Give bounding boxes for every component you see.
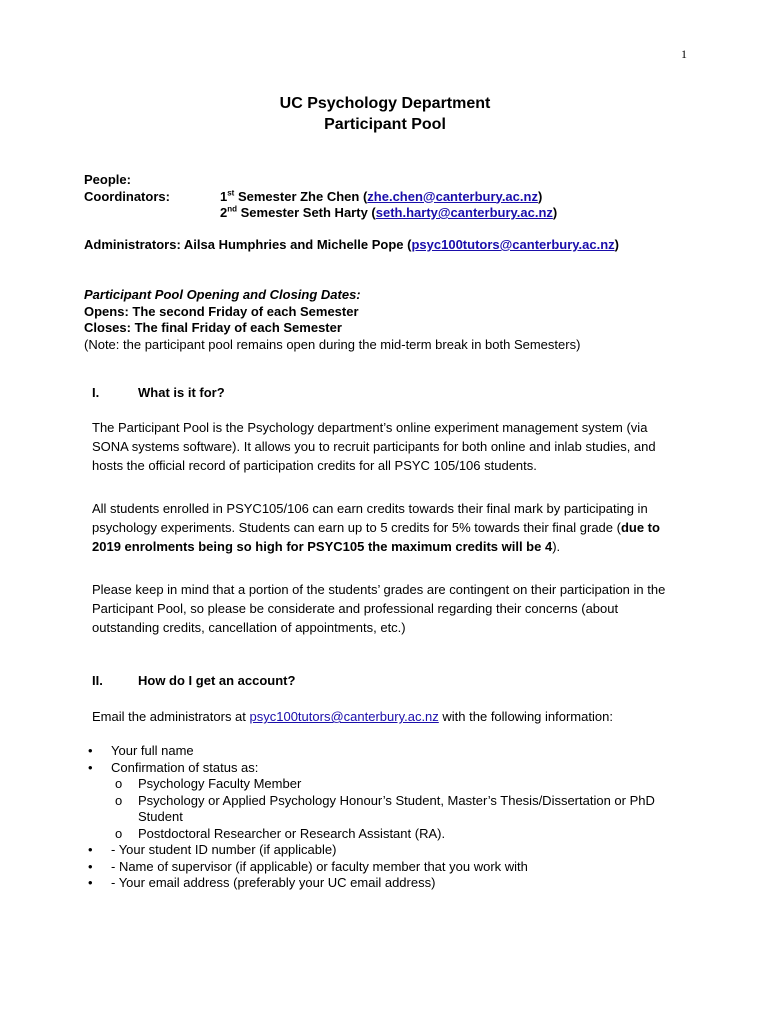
closes-line: Closes: The final Friday of each Semester — [84, 320, 342, 335]
requirements-list — [84, 743, 684, 892]
coordinator-2-row: 2nd Semester Seth Harty (seth.harty@canterbury.ac.nz) — [220, 204, 558, 220]
bullet-icon: • — [88, 858, 93, 874]
section-1-paragraph-1: The Participant Pool is the Psychology department’s online experiment management system (via SONA systems software). It allows you to recruit participants for both online and inlab studies, and hosts the official record of participation credits for all PSYC 105/106 students. — [92, 420, 656, 473]
dates-note: (Note: the participant pool remains open during the mid-term break in both Semesters) — [84, 336, 581, 352]
dates-heading: Participant Pool Opening and Closing Dates: — [84, 287, 361, 302]
list-item: • - Your email address (preferably your UC email address) — [88, 875, 436, 890]
title-line-1: UC Psychology Department — [279, 95, 491, 112]
administrators-row: Administrators: Ailsa Humphries and Michelle Pope (psyc100tutors@canterbury.ac.nz) — [84, 237, 620, 252]
sublist-item: o Psychology Faculty Member — [115, 776, 302, 791]
people-heading: People: — [84, 172, 131, 187]
status-sublist — [111, 776, 684, 842]
bullet-icon: • — [88, 759, 93, 775]
list-item: • - Your student ID number (if applicable) — [88, 842, 337, 857]
title-line-2: Participant Pool — [324, 116, 446, 133]
opens-line: Opens: The second Friday of each Semester — [84, 303, 359, 319]
list-item: • Your full name — [88, 743, 194, 758]
section-2-email-link[interactable]: psyc100tutors@canterbury.ac.nz — [249, 709, 439, 724]
section-2-intro: Email the administrators at psyc100tutors@canterbury.ac.nz with the following information: — [92, 709, 613, 724]
hollow-bullet-icon: o — [115, 825, 123, 841]
coordinator-1-email-link[interactable]: zhe.chen@canterbury.ac.nz — [367, 188, 538, 204]
coordinator-1-row: Coordinators: 1st Semester Zhe Chen (zhe.chen@canterbury.ac.nz) — [84, 188, 543, 204]
section-1-paragraph-2: All students enrolled in PSYC105/106 can earn credits towards their final mark by participating in psychology experiments. Students can earn up to 5 credits for 5% towards their final grade (due to 2019 enrolments being so high for PSYC105 the maximum credits will be 4). — [92, 501, 660, 554]
bullet-icon: • — [88, 842, 93, 857]
list-item: • Confirmation of status as: o Psychology Faculty Member o Psychology or Applied Psychology Honour’s Student, Master’s Thesis/Dissertation or PhD Student o Postdoctoral Researcher or Research Assistant (RA). — [84, 760, 684, 843]
document-title — [0, 93, 770, 135]
page-number: 1 — [681, 47, 687, 61]
bullet-icon: • — [88, 875, 93, 890]
people-block — [84, 172, 557, 222]
list-item: • - Name of supervisor (if applicable) or faculty member that you work with — [88, 858, 528, 874]
sublist-item: o Psychology or Applied Psychology Honour’s Student, Master’s Thesis/Dissertation or PhD Student — [115, 792, 655, 824]
sublist-item: o Postdoctoral Researcher or Research Assistant (RA). — [115, 825, 446, 841]
hollow-bullet-icon: o — [115, 776, 123, 791]
dates-block — [84, 287, 580, 353]
administrators-email-link[interactable]: psyc100tutors@canterbury.ac.nz — [411, 237, 615, 252]
section-2-heading: II. How do I get an account? — [92, 673, 296, 688]
hollow-bullet-icon: o — [115, 792, 123, 808]
coordinators-label: Coordinators: — [84, 188, 170, 204]
section-1-heading: I. What is it for? — [92, 385, 225, 400]
bullet-icon: • — [88, 743, 93, 758]
section-1-paragraph-3: Please keep in mind that a portion of the students’ grades are contingent on their participation in the Participant Pool, so please be considerate and professional regarding their concerns (about outstanding credits, cancellation of appointments, etc.) — [92, 582, 666, 635]
coordinator-2-email-link[interactable]: seth.harty@canterbury.ac.nz — [375, 205, 553, 220]
